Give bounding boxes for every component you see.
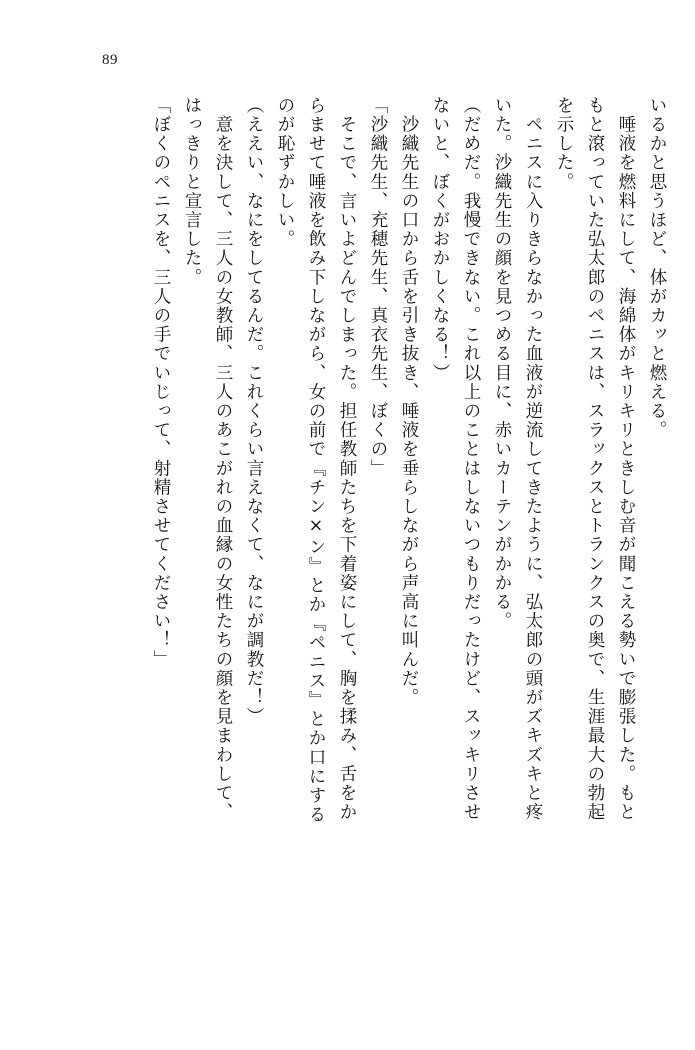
text-line: 「ぼくのペニスを、三人の手でいじって、射精させてください！」 [151,96,171,669]
text-line: を示した。 [554,96,574,192]
text-line: ペニスに入りきらなかった血液が逆流してきたように、弘太郎の頭がズキズキと疼 [523,96,543,822]
text-line: 「沙織先生、充穂先生、真衣先生、ぼくの」 [368,96,388,478]
text-line: いるかと思うほど、体がカッと燃える。 [647,96,667,440]
text-line: ないと、ぼくがおかしくなる！） [430,96,450,383]
text-line: のが恥ずかしい。 [275,96,295,249]
text-line: 意を決して、三人の女教師、三人のあこがれの血縁の女性たちの顔を見まわして、 [213,96,233,822]
text-line: 唾液を燃料にして、海綿体がキリキリときしむ音が聞こえる勢いで膨張した。もと [616,96,636,822]
text-line: はっきりと宣言した。 [182,96,202,287]
vertical-text-body [52,96,665,996]
text-line: いた。沙織先生の顔を見つめる目に、赤いカーテンがかかる。 [492,96,512,631]
text-line: もと滾っていた弘太郎のペニスは、スラックスとトランクスの奥で、生涯最大の勃起 [585,96,605,822]
text-line: 沙織先生の口から舌を引き抜き、唾液を垂らしながら声高に叫んだ。 [399,96,419,708]
text-line: （だめだ。我慢できない。これ以上のことはしないつもりだったけど、スッキリさせ [461,96,481,822]
text-line: らませて唾液を飲み下しながら、女の前で『チン×ン』とか『ペニス』とか口にする [306,96,326,825]
text-line: そこで、言いよどんでしまった。担任教師たちを下着姿にして、胸を揉み、舌をか [337,96,357,822]
page-number: 89 [102,52,118,68]
text-line: （ええい、なにをしてるんだ。これくらい言えなくて、なにが調教だ！） [244,96,264,727]
